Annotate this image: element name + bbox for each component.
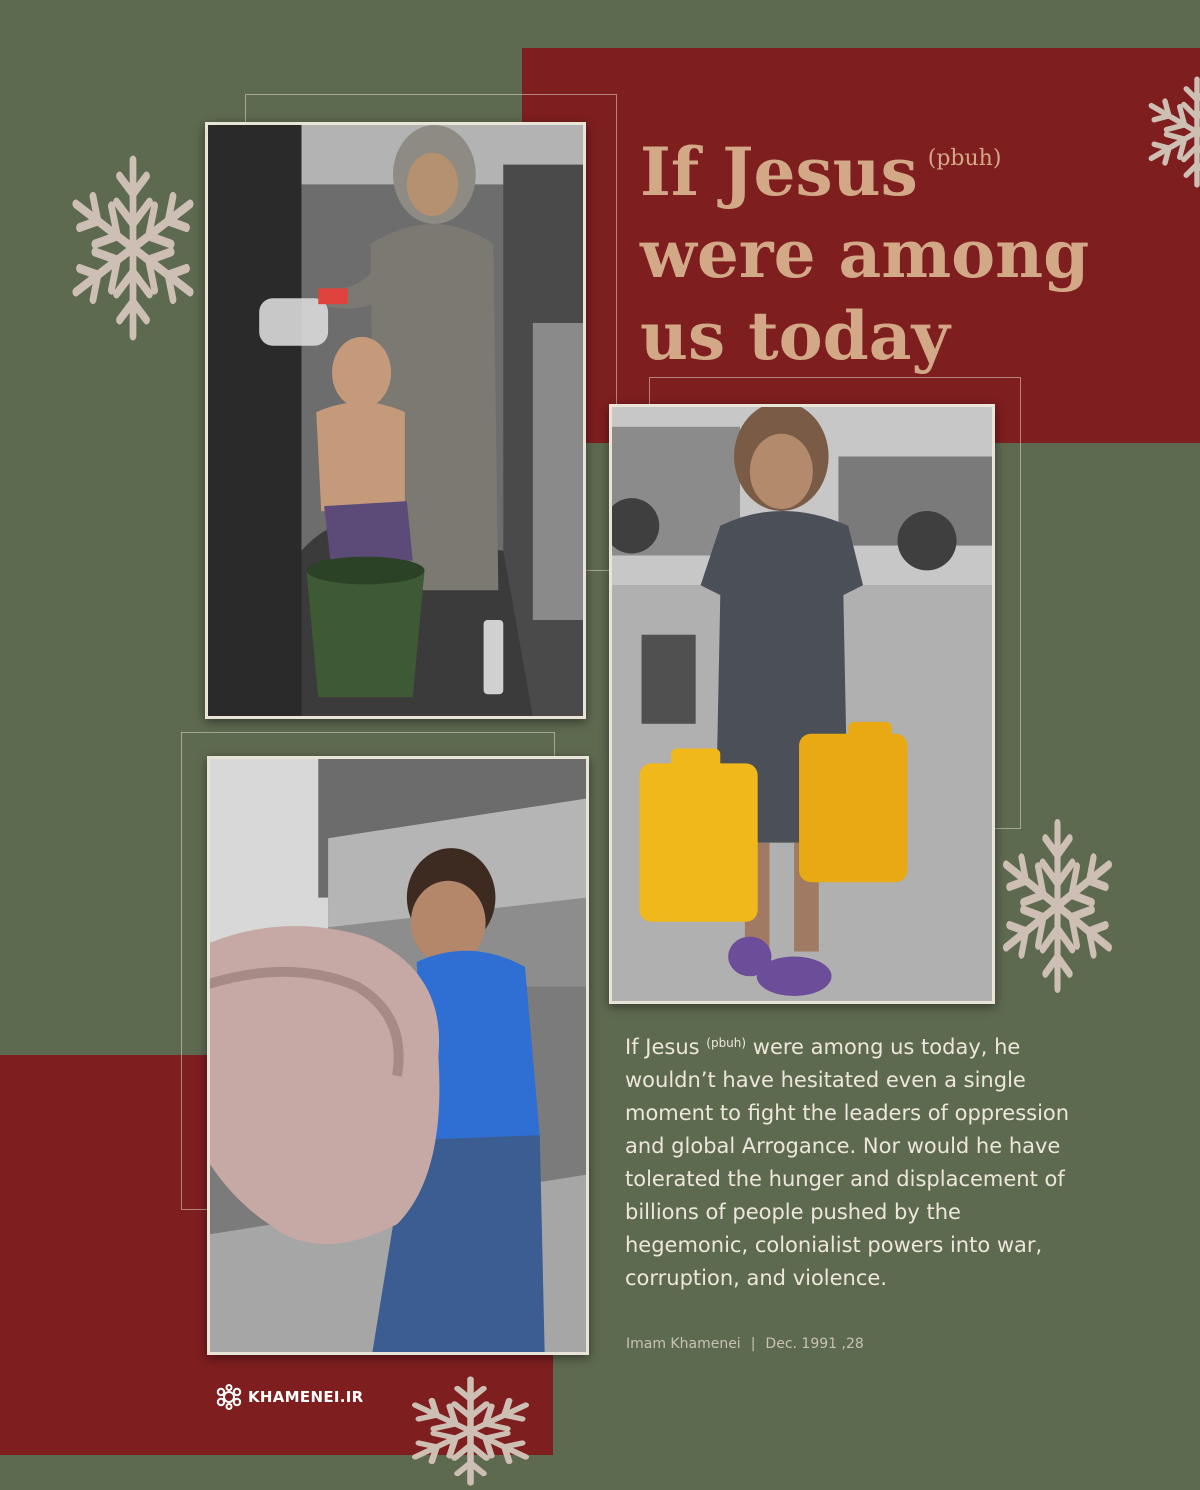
quote-body: were among us today, he wouldn’t have hesitated even a single moment to fight the leaders of oppression and global Arrogance. Nor would he have tolerated the hunger and displacement of billions of people pushed by the hegemonic, colonialist powers into war, corruption, and violence.	[625, 1035, 1070, 1290]
page-title	[640, 118, 1160, 377]
photo-child-being-bathed-in-bucket-icon	[208, 125, 583, 716]
photo-child-bathing	[205, 122, 586, 719]
attribution-divider: |	[750, 1336, 756, 1352]
khamenei-emblem-icon	[214, 1384, 244, 1410]
title-line-3: us today	[640, 297, 950, 375]
site-logo[interactable]	[214, 1384, 363, 1410]
title-line-1: If Jesus	[640, 133, 918, 211]
photo-girl-carrying-yellow-water-jugs-icon	[612, 407, 992, 1001]
snowflake-icon	[398, 1372, 543, 1490]
attribution-author: Imam Khamenei	[626, 1336, 741, 1352]
photo-boy-blanket	[207, 756, 589, 1355]
snowflake-icon	[990, 812, 1125, 1000]
title-line-2: were among	[640, 215, 1090, 293]
quote-text	[625, 1027, 1085, 1295]
snowflake-icon	[58, 148, 208, 348]
attribution-date: Dec. 1991 ,28	[765, 1336, 864, 1352]
quote-opening: If Jesus	[625, 1035, 700, 1059]
quote-honorific: (pbuh)	[706, 1036, 747, 1050]
photo-girl-water-jugs	[609, 404, 995, 1004]
title-honorific: (pbuh)	[927, 146, 1002, 171]
logo-text: KHAMENEI.IR	[248, 1388, 364, 1406]
quote-attribution	[626, 1336, 864, 1352]
snowflake-icon	[1132, 72, 1200, 192]
photo-boy-carrying-blanket-in-rubble-icon	[210, 759, 586, 1352]
